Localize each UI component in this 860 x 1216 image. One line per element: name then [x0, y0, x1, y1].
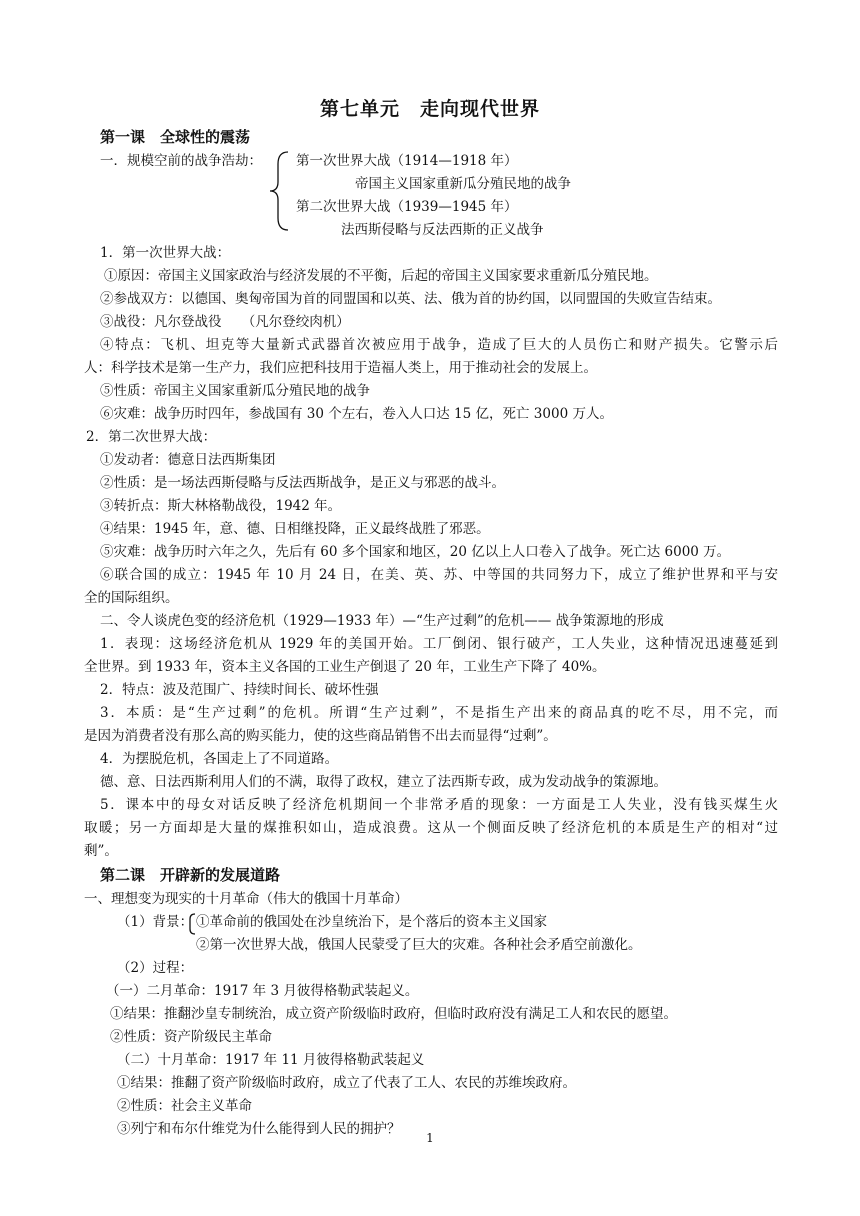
text-line: （1）背景：	[117, 914, 194, 930]
text-line: 5．课本中的母女对话反映了经济危机期间一个非常矛盾的现象：一方面是工人失业，没有钱买煤生火	[100, 797, 778, 813]
text-line: 1．第一次世界大战：	[100, 245, 231, 261]
curly-brace-icon	[266, 150, 292, 232]
text-line: ②性质：是一场法西斯侵略与反法西斯战争，是正义与邪恶的战斗。	[100, 475, 505, 491]
text-line: ①结果：推翻了资产阶级临时政府，成立了代表了工人、农民的苏维埃政府。	[117, 1075, 576, 1091]
text-line: 剩”。	[84, 843, 118, 859]
text-line: ④结果：1945 年，意、德、日相继投降，正义最终战胜了邪恶。	[100, 521, 490, 537]
text-line: ③战役：凡尔登战役 （凡尔登绞肉机）	[100, 314, 350, 330]
page-number: 1	[426, 1131, 434, 1145]
text-line: 一、理想变为现实的十月革命（伟大的俄国十月革命）	[84, 891, 408, 907]
text-line: ②性质：资产阶级民主革命	[110, 1029, 272, 1045]
lesson2-heading: 第二课 开辟新的发展道路	[100, 866, 281, 884]
text-line: ⑤性质：帝国主义国家重新瓜分殖民地的战争	[100, 383, 370, 399]
text-line: 4．为摆脱危机，各国走上了不同道路。	[100, 751, 339, 767]
text-line: ①结果：推翻沙皇专制统治，成立资产阶级临时政府，但临时政府没有满足工人和农民的愿望。	[110, 1006, 677, 1022]
text-line: ⑤灾难：战争历时六年之久，先后有 60 多个国家和地区，20 亿以上人口卷入了战争。死亡达 6000 万。	[100, 544, 731, 560]
lesson1-heading: 第一课 全球性的震荡	[100, 128, 251, 146]
text-line: 全的国际组织。	[84, 590, 179, 606]
text-line: （二）十月革命：1917 年 11 月彼得格勒武装起义	[117, 1052, 425, 1068]
brace-item: 帝国主义国家重新瓜分殖民地的战争	[355, 176, 571, 192]
text-line: （2）过程：	[117, 960, 194, 976]
text-line: 3．本质：是“生产过剩”的危机。所谓“生产过剩”，不是指生产出来的商品真的吃不尽，用不完，而	[100, 705, 778, 721]
text-line: 是因为消费者没有那么高的购买能力，使的这些商品销售不出去而显得“过剩”。	[84, 728, 557, 744]
text-line: ③转折点：斯大林格勒战役，1942 年。	[100, 498, 342, 514]
text-line: ②性质：社会主义革命	[117, 1098, 252, 1114]
text-line: ③列宁和布尔什维党为什么能得到人民的拥护？	[117, 1121, 401, 1137]
text-line: 全世界。到 1933 年，资本主义各国的工业生产倒退了 20 年，工业生产下降了 40%。	[84, 659, 606, 675]
brace-item: 第一次世界大战（1914—1918 年）	[296, 153, 518, 169]
text-line: 二、令人谈虎色变的经济危机（1929—1933 年）—“生产过剩”的危机—— 战争策源地的形成	[100, 613, 664, 629]
section1-label: 一．规模空前的战争浩劫：	[100, 153, 262, 169]
text-line: 1．表现：这场经济危机从 1929 年的美国开始。工厂倒闭、银行破产，工人失业，这种情况迅速蔓延到	[100, 636, 778, 652]
text-line: 2．第二次世界大战：	[86, 429, 217, 445]
brace-item: 法西斯侵略与反法西斯的正义战争	[341, 222, 544, 238]
text-line: 德、意、日法西斯利用人们的不满，取得了政权，建立了法西斯专政，成为发动战争的策源地。	[100, 774, 667, 790]
text-line: ②第一次世界大战，俄国人民蒙受了巨大的灾难。各种社会矛盾空前激化。	[196, 937, 642, 953]
text-line: 人：科学技术是第一生产力，我们应把科技用于造福人类上，用于推动社会的发展上。	[84, 360, 597, 376]
brace-item: 第二次世界大战（1939—1945 年）	[296, 199, 518, 215]
text-line: ④特点：飞机、坦克等大量新式武器首次被应用于战争，造成了巨大的人员伤亡和财产损失。它警示后	[100, 337, 778, 353]
text-line: ①原因：帝国主义国家政治与经济发展的不平衡，后起的帝国主义国家要求重新瓜分殖民地。	[104, 268, 658, 284]
text-line: ⑥灾难：战争历时四年，参战国有 30 个左右，卷入人口达 15 亿，死亡 3000 万人。	[100, 406, 613, 422]
text-line: 2．特点：波及范围广、持续时间长、破坏性强	[100, 682, 379, 698]
text-line: ①革命前的俄国处在沙皇统治下，是个落后的资本主义国家	[196, 914, 547, 930]
unit-title: 第七单元 走向现代世界	[319, 98, 540, 120]
text-line: ①发动者：德意日法西斯集团	[100, 452, 276, 468]
text-line: ②参战双方：以德国、奥匈帝国为首的同盟国和以英、法、俄为首的协约国，以同盟国的失败宣告结束。	[100, 291, 721, 307]
text-line: 取暖；另一方面却是大量的煤推积如山，造成浪费。这从一个侧面反映了经济危机的本质是生产的相对“过	[84, 820, 778, 836]
text-line: ⑥联合国的成立：1945 年 10 月 24 日，在美、英、苏、中等国的共同努力下，成立了维护世界和平与安	[100, 567, 778, 583]
text-line: （一）二月革命：1917 年 3 月彼得格勒武装起义。	[106, 983, 419, 999]
